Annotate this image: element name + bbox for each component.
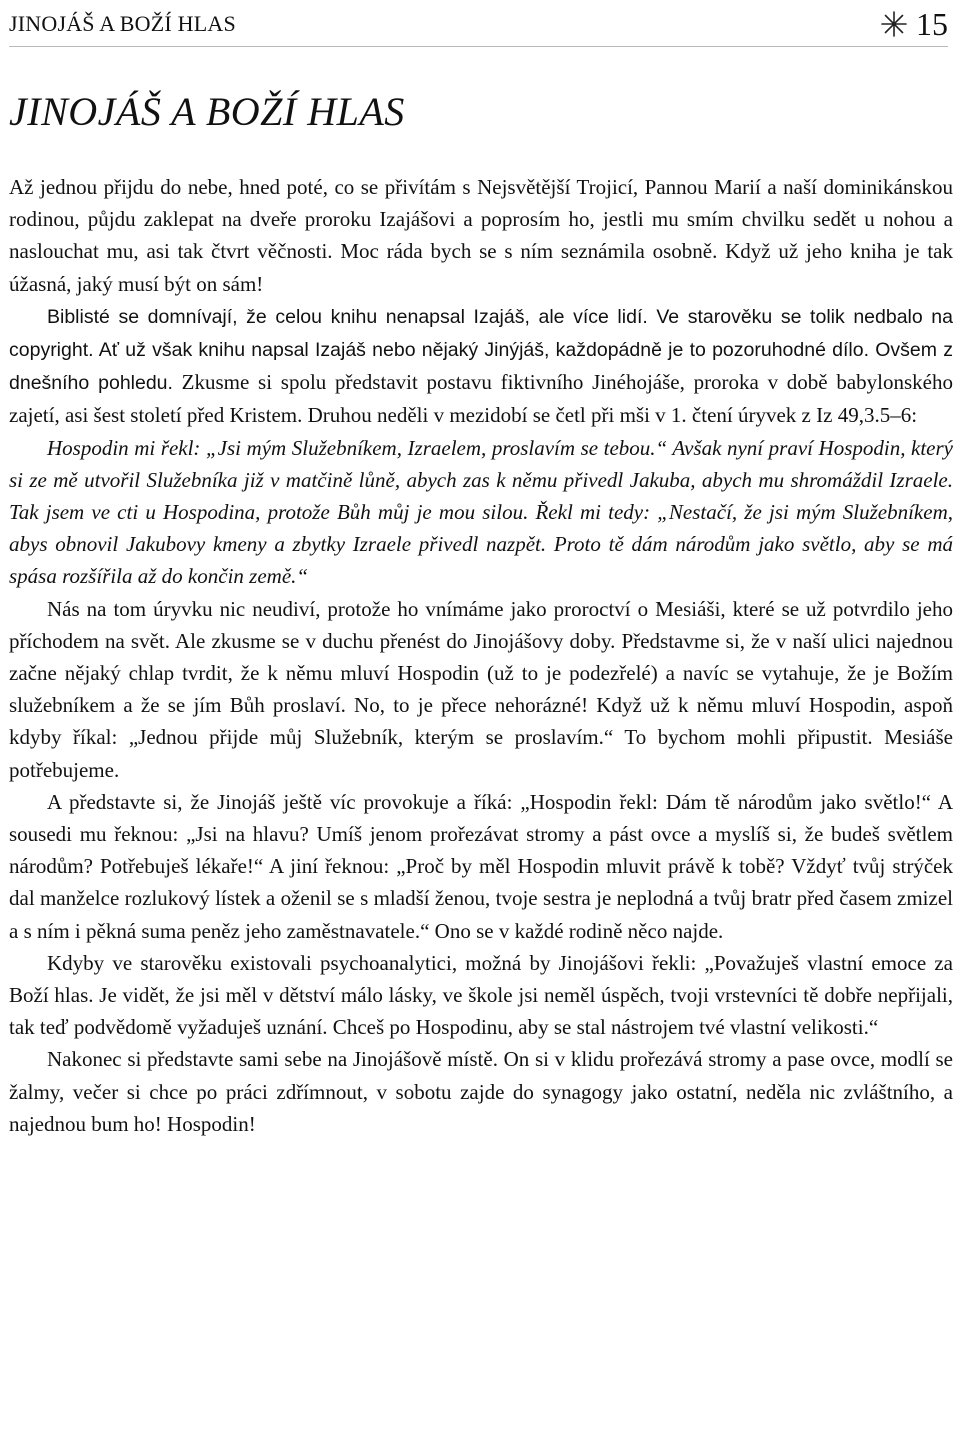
- paragraph-reflection: Nás na tom úryvku nic neudiví, protože ho vnímáme jako proroctví o Mesiáši, které se už potvrdilo jeho příchodem na svět. Ale zkusme se v duchu přenést do Jinojášovy doby. Představme si, že v naší ulici najednou začne nějaký chlap tvrdit, že k němu mluví Hospodin (už to je podezřelé) a navíc se vytahuje, že je Božím služebníkem a že se jím Bůh proslaví. No, to je přece nehorázné! Když už k němu mluví Hospodin, aspoň kdyby říkal: „Jednou přijde můj Služebník, kterým se proslavím.“ To bychom mohli připustit. Mesiáše potřebujeme.: [9, 596, 953, 782]
- body-text: [9, 171, 953, 1140]
- paragraph-context-serif: Zkusme si spolu představit postavu fiktivního Jinéhojáše, proroka v době babylonského zajetí, asi šest století před Kristem. Druhou neděli v mezidobí se četl při mši v 1. čtení úryvek z Iz 49,3.5–6:: [9, 370, 953, 428]
- asterisk-star-icon: [880, 10, 908, 38]
- paragraph-psychoanalysts: Kdyby ve starověku existovali psychoanalytici, možná by Jinojášovi řekli: „Považuješ vlastní emoce za Boží hlas. Je vidět, že jsi měl v dětství málo lásky, ve škole jsi neměl úspěch, tvoji vrstevníci tě dobře nepřijali, tak teď podvědomě vyžaduješ uznání. Chceš po Hospodinu, aby se stal nástrojem tvé vlastní velikosti.“: [9, 950, 953, 1040]
- paragraph-conclusion: Nakonec si představte sami sebe na Jinojášově místě. On si v klidu prořezává stromy a pase ovce, modlí se žalmy, večer si chce po práci zdřímnout, v sobotu zajde do synagogy jako ostatní, neděla nic zvláštního, a najednou bum ho! Hospodin!: [9, 1047, 953, 1136]
- paragraph-neighbors: A představte si, že Jinojáš ještě víc provokuje a říká: „Hospodin řekl: Dám tě národům jako světlo!“ A sousedi mu řeknou: „Jsi na hlavu? Umíš jenom prořezávat stromy a pást ovce a myslíš si, že budeš světlem národům? Potřebuješ lékaře!“ A jiní řeknou: „Proč by měl Hospodin mluvit právě k tobě? Vždyť tvůj strýček dal manželce rozlukový lístek a oženil se s mladší ženou, tvoje sestra je neplodná a tvůj bratr před časem zmizel a s ním i pěkná suma peněz jeho zaměstnavatele.“ Ono se v každé rodině něco najde.: [9, 789, 953, 943]
- paragraph-intro: Až jednou přijdu do nebe, hned poté, co se přivítám s Nejsvětější Trojicí, Pannou Marií a naší dominikánskou rodinou, půjdu zaklepat na dveře proroku Izajášovi a poprosím ho, jestli mu smím chvilku sedět u nohou a naslouchat mu, asi tak čtvrt věčnosti. Moc ráda bych se s ním seznámila osobně. Když už jeho kniha je tak úžasná, jaký musí být on sám!: [9, 175, 953, 296]
- paragraph-context: [9, 300, 953, 432]
- running-header: [9, 2, 948, 47]
- chapter-title: JINOJÁŠ A BOŽÍ HLAS: [9, 89, 405, 134]
- running-title: JINOJÁŠ A BOŽÍ HLAS: [9, 11, 236, 36]
- page-number-group: [880, 6, 948, 43]
- page-number: 15: [916, 5, 948, 42]
- scripture-quote: Hospodin mi řekl: „Jsi mým Služebníkem, Izraelem, proslavím se tebou.“ Avšak nyní praví Hospodin, který si ze mě utvořil Služebníka již v matčině lůně, abych zas k němu přivedl Jakuba, abych mu shromáždil Izraele. Tak jsem ve cti u Hospodina, protože Bůh můj je mou silou. Řekl mi tedy: „Nestačí, že jsi mým Služebníkem, abys obnovil Jakubovy kmeny a zbytky Izraele přivedl nazpět. Proto tě dám národům jako světlo, aby se má spása rozšířila až do končin země.“: [9, 435, 953, 589]
- paragraph-context-sans: Biblisté se domnívají, že celou knihu nenapsal Izajáš, ale více lidí. Ve starověku se tolik nedbalo na copyright. Ať už však knihu napsal Izajáš nebo nějaký Jinýjáš, každopádně je to pozoruhodné dílo. Ovšem z dnešního pohledu.: [9, 305, 953, 395]
